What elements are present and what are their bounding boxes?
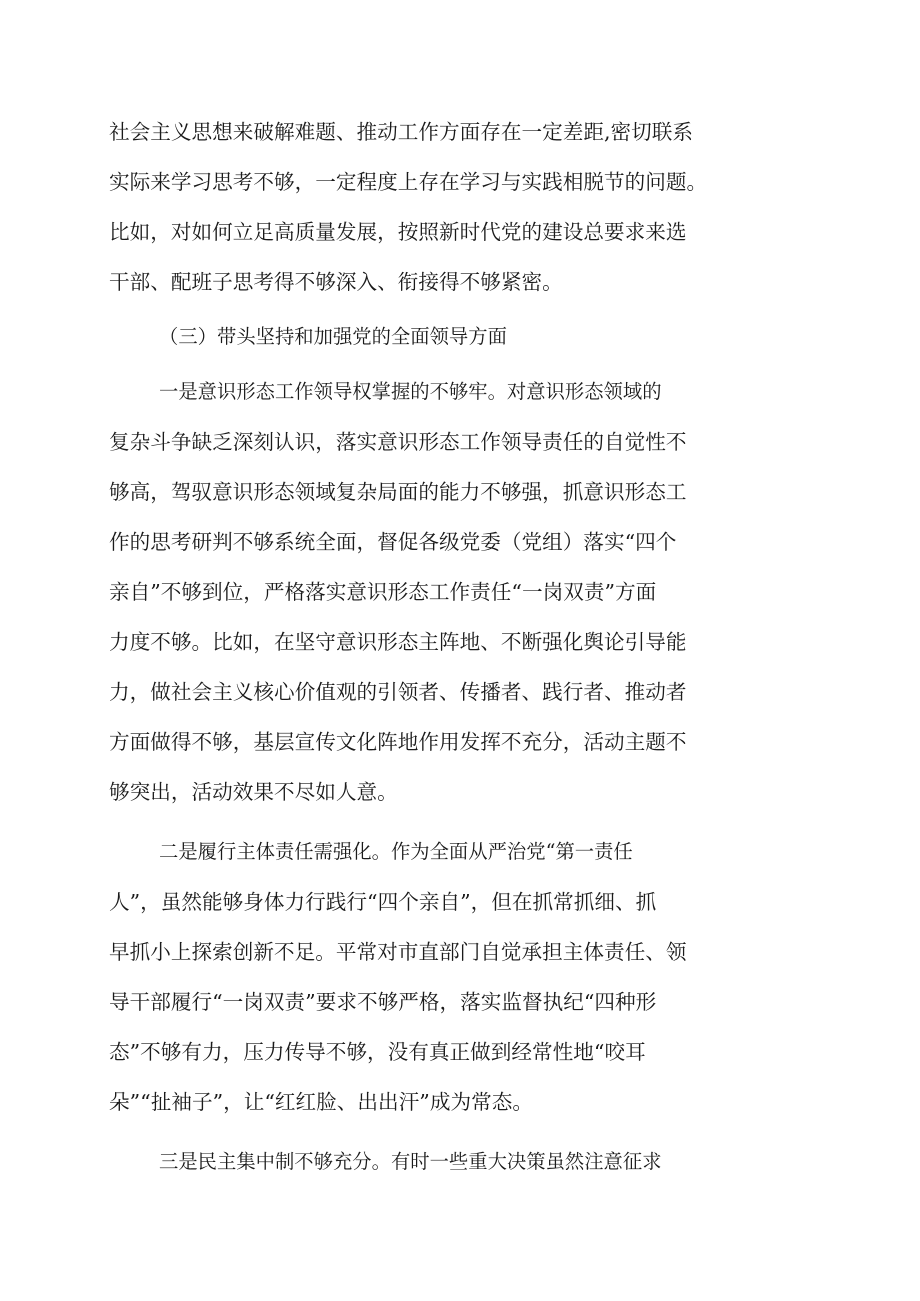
text-line: 早抓小上探索创新不足。平常对市直部门自觉承担主体责任、领	[109, 940, 687, 964]
text-line: 导干部履行“一岗双责”要求不够严格，落实监督执纪“四种形	[109, 990, 657, 1014]
text-line: 比如，对如何立足高质量发展，按照新时代党的建设总要求来选	[109, 220, 687, 244]
text-line: 二是履行主体责任需强化。作为全面从严治党“第一责任	[159, 840, 633, 863]
text-line: 三是民主集中制不够充分。有时一些重大决策虽然注意征求	[159, 1150, 662, 1173]
text-line: 够高，驾驭意识形态领域复杂局面的能力不够强，抓意识形态工	[109, 480, 687, 504]
text-line: 力度不够。比如，在坚守意识形态主阵地、不断强化舆论引导能	[109, 630, 687, 654]
text-line: 一是意识形态工作领导权掌握的不够牢。对意识形态领域的	[159, 380, 662, 403]
text-line: 实际来学习思考不够，一定程度上存在学习与实践相脱节的问题。	[109, 170, 708, 194]
text-line: 朵”“扯袖子”，让“红红脸、出出汗”成为常态。	[109, 1090, 533, 1114]
text-line: 社会主义思想来破解难题、推动工作方面存在一定差距,密切联系	[109, 120, 694, 144]
text-line: 作的思考研判不够系统全面，督促各级党委（党组）落实“四个	[109, 530, 677, 554]
text-line: 够突出，活动效果不尽如人意。	[109, 780, 398, 804]
text-line: 干部、配班子思考得不够深入、衔接得不够紧密。	[109, 270, 563, 294]
text-line: 力，做社会主义核心价值观的引领者、传播者、践行者、推动者	[109, 680, 687, 704]
text-line: 方面做得不够，基层宣传文化阵地作用发挥不充分，活动主题不	[109, 730, 687, 754]
text-line: 复杂斗争缺乏深刻认识，落实意识形态工作领导责任的自觉性不	[109, 430, 687, 454]
section-heading: （三）带头坚持和加强党的全面领导方面	[159, 325, 507, 348]
text-line: 态”不够有力，压力传导不够，没有真正做到经常性地“咬耳	[109, 1040, 646, 1064]
text-line: 亲自”不够到位，严格落实意识形态工作责任“一岗双责”方面	[109, 580, 657, 604]
text-line: 人”，虽然能够身体力行践行“四个亲自”，但在抓常抓细、抓	[109, 890, 657, 914]
